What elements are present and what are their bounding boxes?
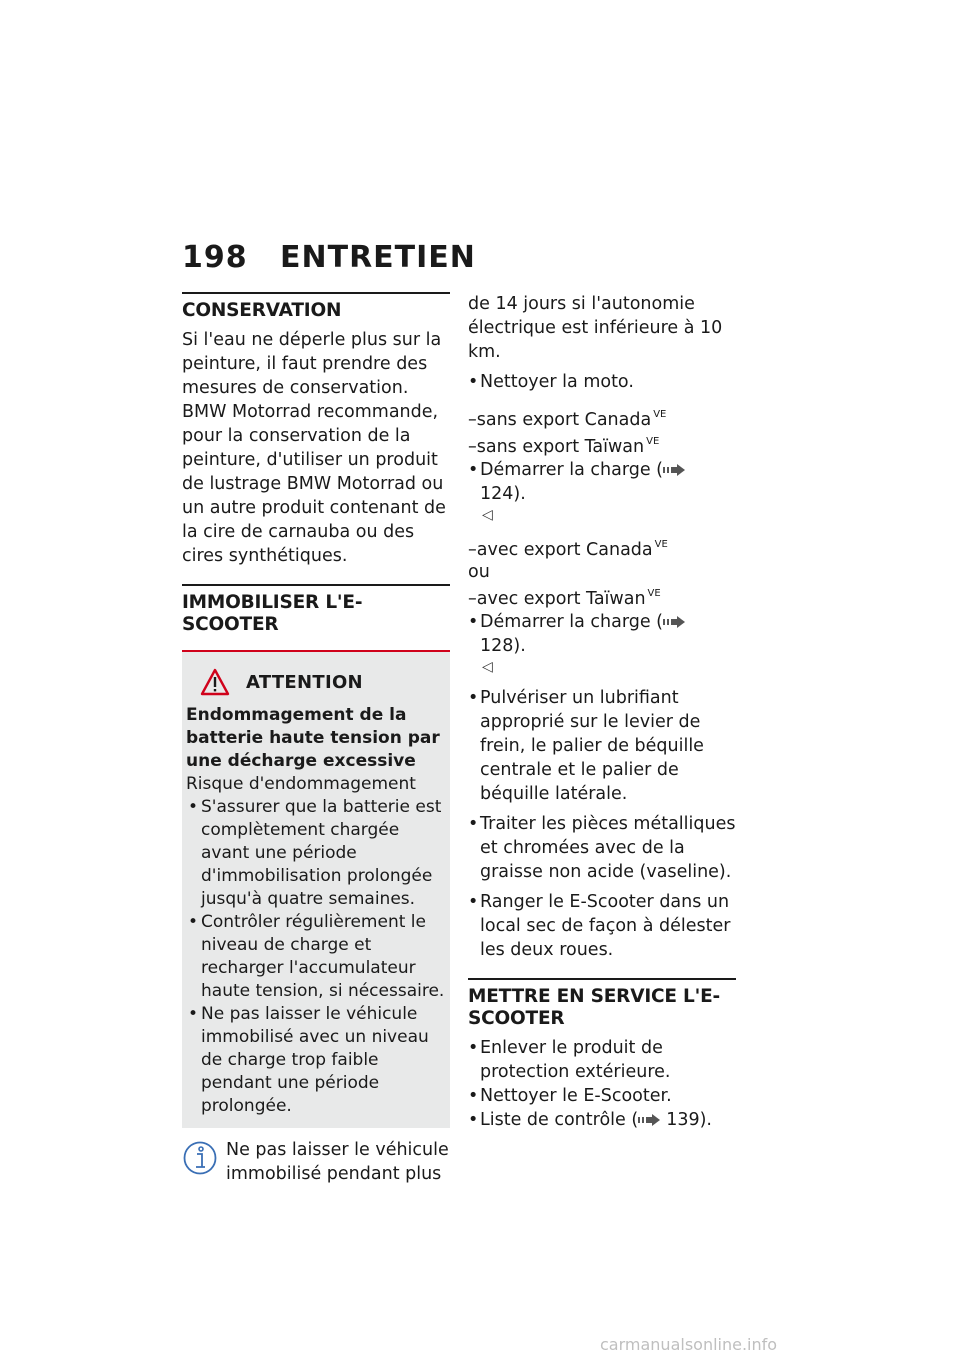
page-reference-arrow-icon: [638, 1114, 664, 1126]
steps-list-2: [468, 458, 736, 506]
page-ref[interactable]: 128).: [480, 636, 526, 656]
attention-item: • Ne pas laisser le véhicule immobilisé avec un niveau de charge trop faible pendant une période prolongée.: [186, 1003, 446, 1118]
right-column: [468, 292, 736, 1132]
conservation-para-2: BMW Motorrad recommande, pour la conservation de la peinture, d'utiliser un produit de lustrage BMW Motorrad ou un autre produit contenant de la cire de carnauba ou des cires synthétiques.: [182, 402, 446, 566]
step-clean-moto: • Nettoyer la moto.: [468, 370, 736, 394]
end-marker: ◁: [482, 659, 493, 675]
steps-list-4: [468, 686, 736, 962]
condition-sans-taiwan: –sans export Taïwan $^{VE}$: [468, 436, 660, 457]
info-note: [182, 1138, 450, 1186]
end-marker: ◁: [482, 507, 493, 523]
page-header: [182, 240, 476, 275]
steps-list-5: [468, 1036, 736, 1132]
chapter-title: ENTRETIEN: [280, 240, 476, 275]
left-column: [182, 292, 450, 1186]
attention-risk: Risque d'endommagement: [186, 774, 416, 794]
page-reference-arrow-icon: [663, 616, 689, 628]
condition-ou: ou: [468, 562, 490, 582]
page-number: 198: [182, 240, 248, 275]
step-store: • Ranger le E-Scooter dans un local sec de façon à délester les deux roues.: [468, 890, 736, 962]
conservation-para-1: Si l'eau ne déperle plus sur la peinture, il faut prendre des mesures de conservation.: [182, 330, 442, 398]
steps-list-1: [468, 370, 736, 394]
attention-header: [200, 668, 446, 696]
step-checklist: • Liste de contrôle ( 139).: [468, 1108, 736, 1132]
info-icon: [182, 1138, 218, 1178]
page-ref[interactable]: 124).: [480, 484, 526, 504]
step-spray: • Pulvériser un lubrifiant approprié sur le levier de frein, le palier de béquille centrale et le palier de béquille latérale.: [468, 686, 736, 806]
attention-item: • Contrôler régulièrement le niveau de charge et recharger l'accumulateur haute tension, si nécessaire.: [186, 911, 446, 1003]
section-title-immobiliser: IMMOBILISER L'E-SCOOTER: [182, 584, 450, 636]
info-text-continued: de 14 jours si l'autonomie électrique est inférieure à 10 km.: [468, 294, 723, 362]
step-grease: • Traiter les pièces métalliques et chromées avec de la graisse non acide (vaseline).: [468, 812, 736, 884]
steps-list-3: [468, 610, 736, 658]
step-remove-protection: • Enlever le produit de protection extérieure.: [468, 1036, 736, 1084]
warning-triangle-icon: [200, 668, 230, 696]
section-title-conservation: CONSERVATION: [182, 292, 450, 322]
attention-list: [186, 796, 446, 1118]
page-reference-arrow-icon: [663, 464, 689, 476]
attention-subtitle: Endommagement de la batterie haute tension par une décharge excessive: [186, 705, 440, 771]
condition-avec-canada: –avec export Canada $^{VE}$: [468, 539, 668, 560]
condition-sans-canada: –sans export Canada $^{VE}$: [468, 409, 667, 430]
info-text: Ne pas laisser le véhicule immobilisé pendant plus: [226, 1140, 449, 1184]
section-title-mettre-en-service: METTRE EN SERVICE L'E-SCOOTER: [468, 978, 736, 1030]
condition-avec-taiwan: –avec export Taïwan $^{VE}$: [468, 588, 661, 609]
attention-item: • S'assurer que la batterie est complètement chargée avant une période d'immobilisation prolongée jusqu'à quatre semaines.: [186, 796, 446, 911]
watermark: carmanualsonline.info: [600, 1335, 778, 1354]
step-charge-b: • Démarrer la charge (128).: [468, 610, 736, 658]
page-ref[interactable]: 139).: [666, 1110, 712, 1130]
attention-label: ATTENTION: [246, 671, 363, 693]
attention-box: [182, 650, 450, 1128]
step-charge-a: • Démarrer la charge (124).: [468, 458, 736, 506]
step-clean-scooter: • Nettoyer le E-Scooter.: [468, 1084, 736, 1108]
